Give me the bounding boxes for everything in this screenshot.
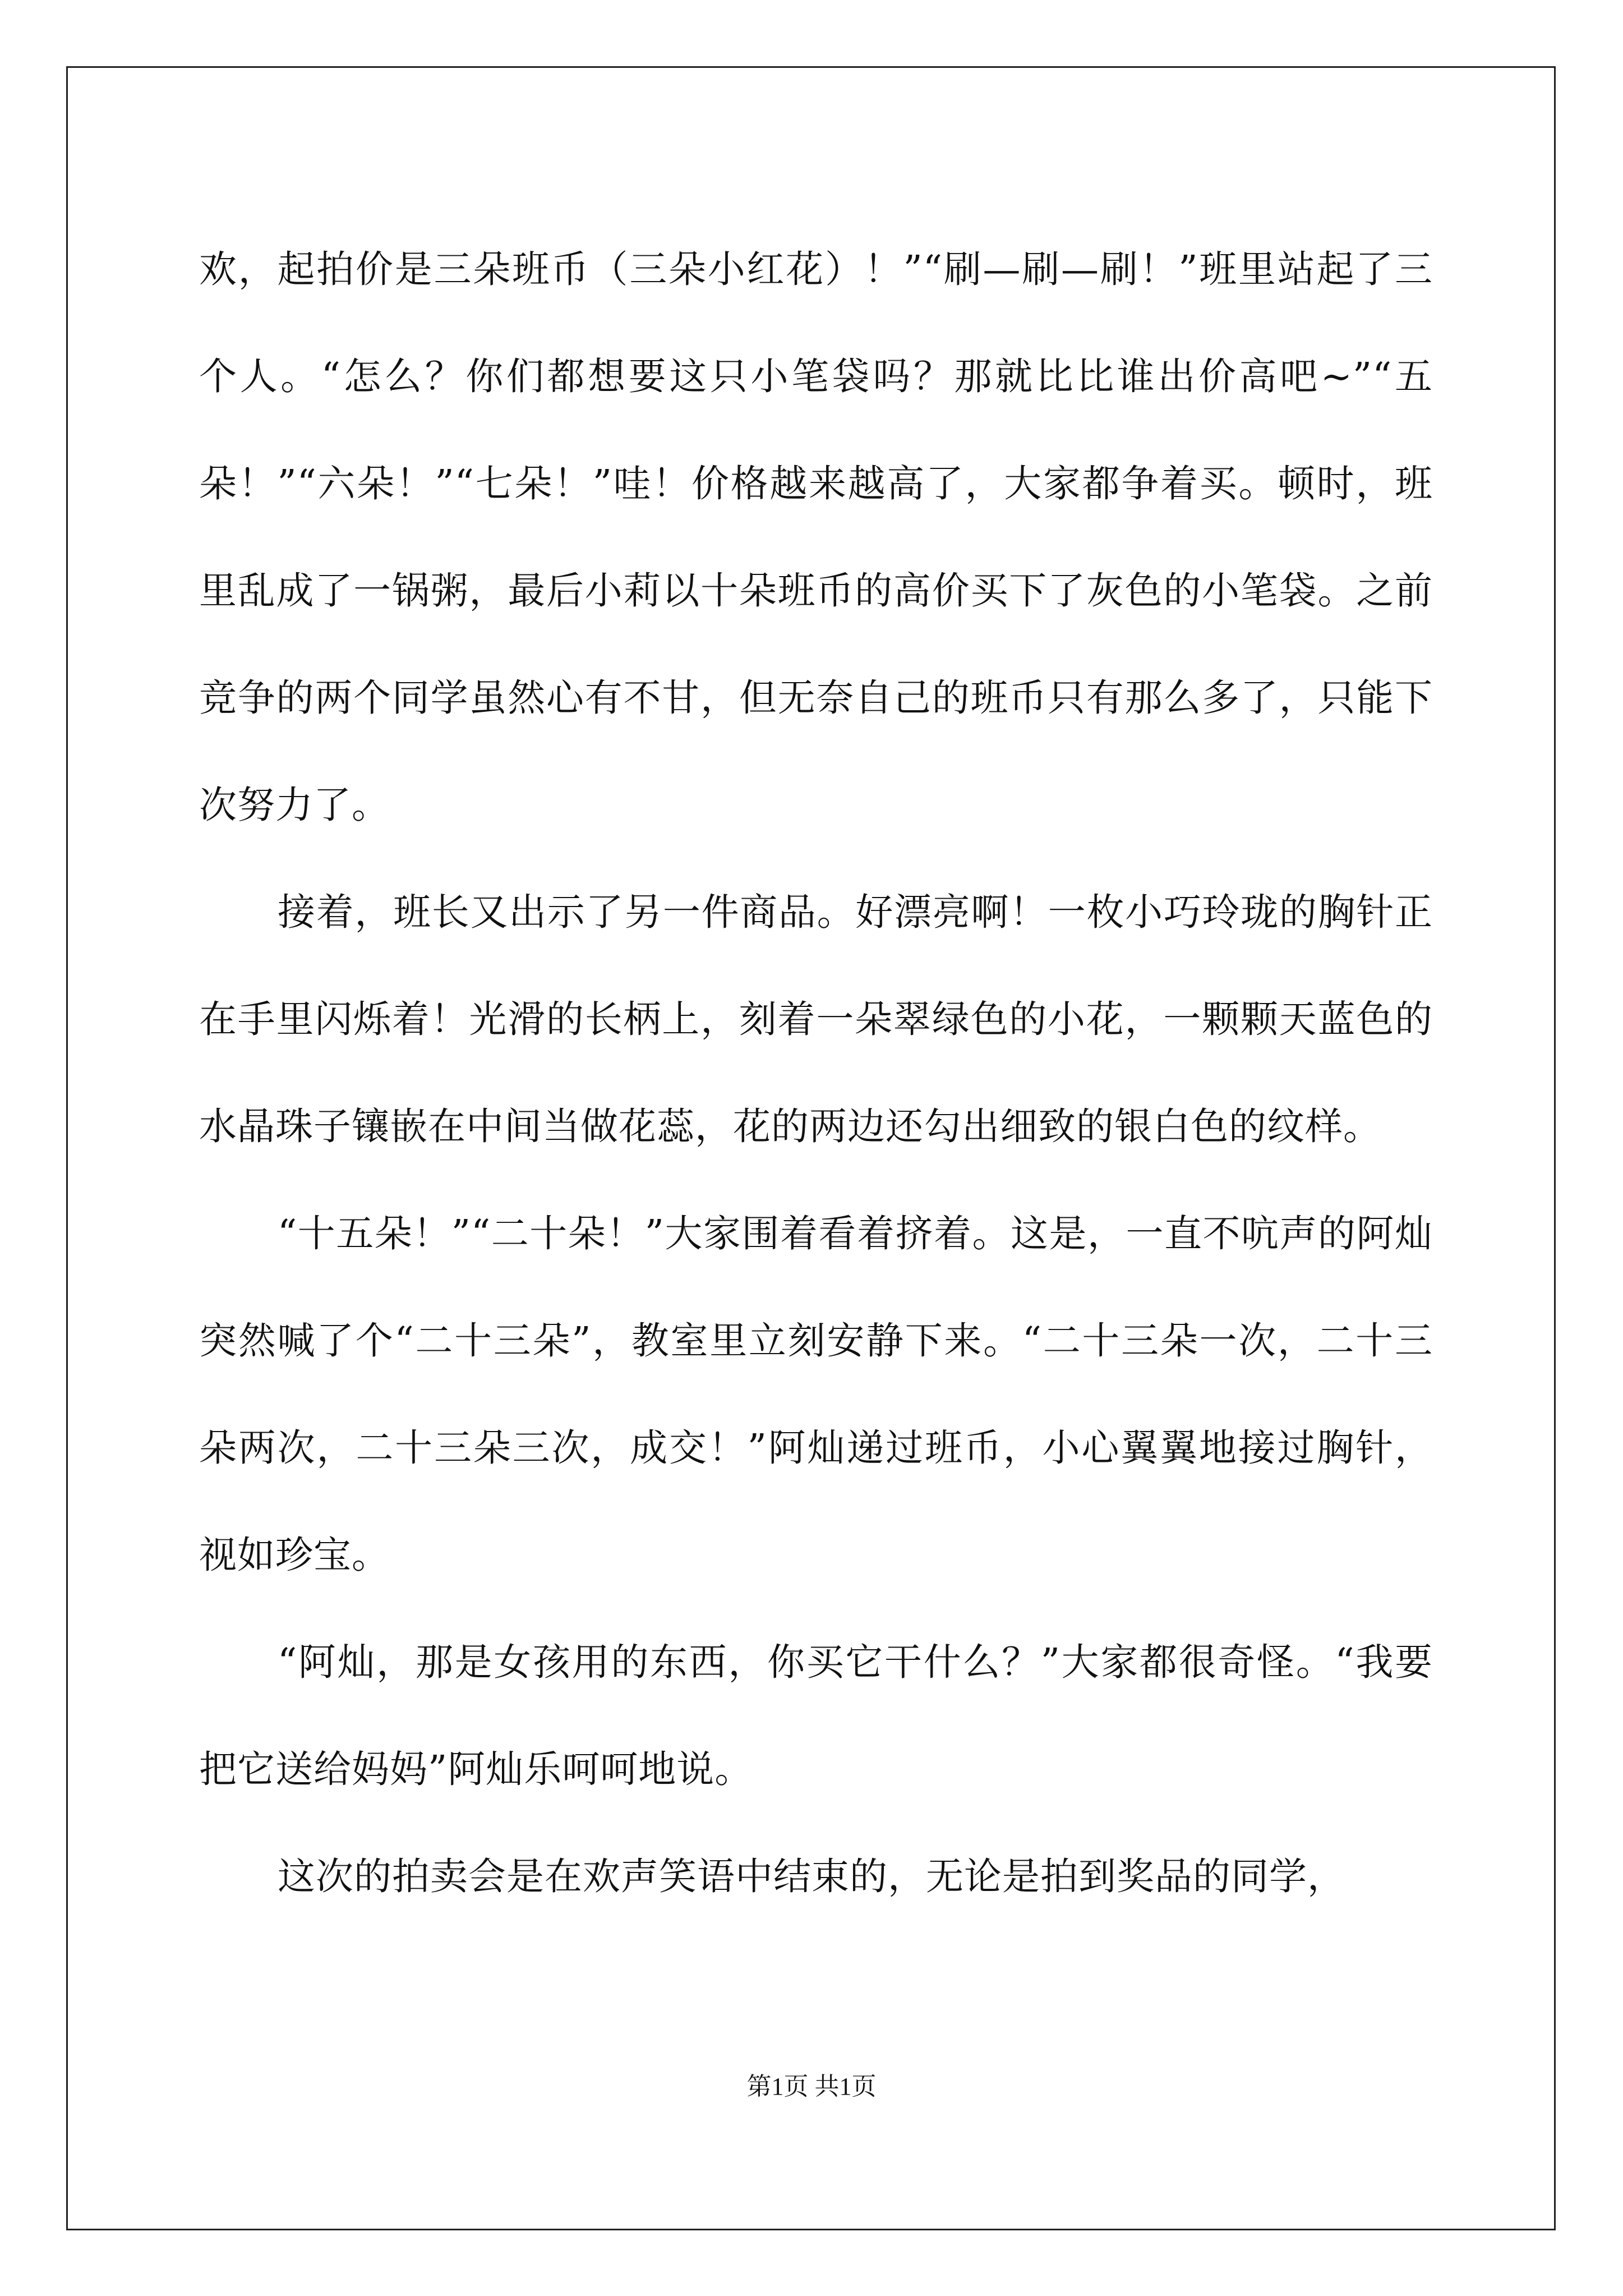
paragraph-4: “阿灿，那是女孩用的东西，你买它干什么？”大家都很奇怪。“我要把它送给妈妈”阿灿乐呵呵地说。 bbox=[199, 1640, 1433, 1791]
document-body bbox=[199, 216, 1433, 1930]
paragraph-3: “十五朵！”“二十朵！”大家围着看着挤着。这是，一直不吭声的阿灿突然喊了个“二十三朵”，教室里立刻安静下来。“二十三朵一次，二十三朵两次，二十三朵三次，成交！”阿灿递过班币，小心翼翼地接过胸针，视如珍宝。 bbox=[199, 1212, 1433, 1577]
page-footer: 第1页 共1页 bbox=[746, 2073, 877, 2100]
paragraph-2: 接着，班长又出示了另一件商品。好漂亮啊！一枚小巧玲珑的胸针正在手里闪烁着！光滑的长柄上，刻着一朵翠绿色的小花，一颗颗天蓝色的水晶珠子镶嵌在中间当做花蕊，花的两边还勾出细致的银白色的纹样。 bbox=[199, 890, 1433, 1148]
paragraph-5: 这次的拍卖会是在欢声笑语中结束的，无论是拍到奖品的同学， bbox=[278, 1855, 1345, 1898]
paragraph-1: 欢，起拍价是三朵班币（三朵小红花）！”“刷—刷—刷！”班里站起了三个人。“怎么？你们都想要这只小笔袋吗？那就比比谁出价高吧~”“五朵！”“六朵！”“七朵！”哇！价格越来越高了，大家都争着买。顿时，班里乱成了一锅粥，最后小莉以十朵班币的高价买下了灰色的小笔袋。之前竞争的两个同学虽然心有不甘，但无奈自己的班币只有那么多了，只能下次努力了。 bbox=[199, 247, 1433, 827]
